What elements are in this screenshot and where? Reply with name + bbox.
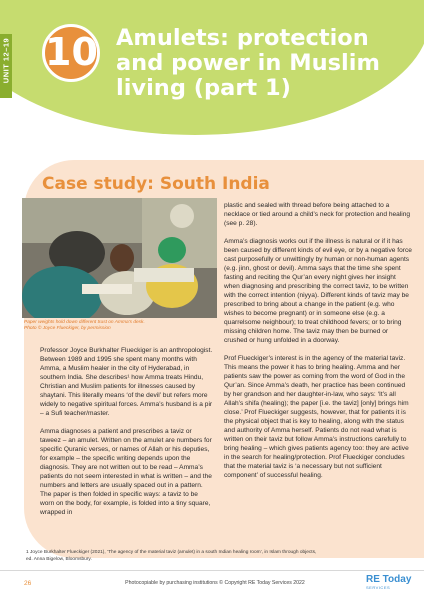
case-study-heading: Case study: South India [42,174,270,194]
copyright-notice: Photocopiable by purchasing institutions © Copyright RE Today Services 2022 [125,580,305,586]
right-column [224,201,412,489]
left-paragraph: Amma diagnoses a patient and prescribes a taviz or taweez – an amulet. Written on the amulet are numbers for specific Quranic verses, or names of Allah or his deputies, for example – the specific writing depends upon the diagnosis. They are not written out to be read – Amma’s patients do not seem interested in what is written – and the numbers and letters are usually spaced out in a pattern. The paper is then folded in specific ways: a taviz to be worn on the body, for example, is folded into a tiny square, wrapped in [40,428,212,516]
right-paragraph: Amma’s diagnosis works out if the illness is natural or if it has been caused by different kinds of evil eye, or by a negative force cast purposefully or unwittingly by human or non-human agents (e.g. jinn, ghost or devil). Amma says that the time she spent fasting and reciting the Qur’an every night gives her insight when diagnosing and prescribing the correct taviz, to be written with the correct intention (niyya). Different kinds of taviz may be prescribed to bring about a change in the patient (e.g. who wishes to become pregnant) or in someone else (e.g. a quarrelsome neighbour); to treat childhood fevers; or to bring missing children home. The taviz may then be burned or crushed or hung unfolded in a doorway. [224,238,412,344]
left-column [40,346,214,526]
title-line-1: Amulets: protection [116,25,369,51]
section-number-badge: 10 [42,24,100,82]
right-paragraph: plastic and sealed with thread before being attached to a necklace or tied around a child’s neck for protection and healing (see p. 28). [224,202,411,227]
left-paragraph: Professor Joyce Burkhalter Flueckiger is an anthropologist. Between 1989 and 1995 she spent many months with Amma, a Muslim healer in the city of Hyderabad, in southern India. She describes¹ how Amma treats Hindu, Christian and Muslim patients for illnesses caused by shaytani. This literally means ‘of the devil’ but refers more widely to negative spiritual forces. Amma’s husband is a pir – a Sufi teacher/master. [40,347,213,417]
page-title [116,26,416,101]
footnote [26,550,416,563]
title-line-2: and power in Muslim [116,50,380,76]
logo-text: RE Today [366,574,412,585]
title-line-3: living (part 1) [116,75,291,101]
logo-subtext: SERVICES [366,585,391,590]
footer-divider [0,570,424,571]
footnote-line-2: ed. Anna Bigelow, Bloomsbury. [26,556,92,562]
page-number: 26 [24,580,32,587]
caption-line-1: Paper weights hold down different trust on Amma’s desk. [24,320,145,325]
caption-line-2: Photo © Joyce Flueckiger, by permission [24,326,111,331]
healer-photo [22,198,217,318]
healer-photo-illustration [22,198,217,318]
footnote-line-1: 1 Joyce Burkhalter Flueckiger (2021), ‘The agency of the material taviz (amulet) in a south Indian healing room’, in Islam through objects, [26,550,317,555]
right-paragraph: Prof Flueckiger’s interest is in the agency of the material taviz. This means the power it has to bring healing. Amma and her patients saw the power as coming from the word of God in the Qur’an. Since Amma’s death, her practice has been continued by her grandson and her daughter-in-law, who says: ‘It’s all Allah’s shifa (healing); the paper [i.e. the taviz] [only] brings him close.’ Prof Flueckiger suggests, however, that for patients it is the physical object that is key to healing, along with the status and authority of Amma herself. Patients do not read what is written on their taviz but follow Amma’s instructions carefully to bring healing – which gives patients agency too: they are active in the search for healing/protection. Prof Flueckiger concludes that the material taviz is ‘a necessary but not sufficient component’ of successful healing. [224,355,409,479]
photo-caption [24,320,219,332]
publisher-logo [366,574,412,590]
unit-side-label: UNIT 12–19 [1,37,11,84]
